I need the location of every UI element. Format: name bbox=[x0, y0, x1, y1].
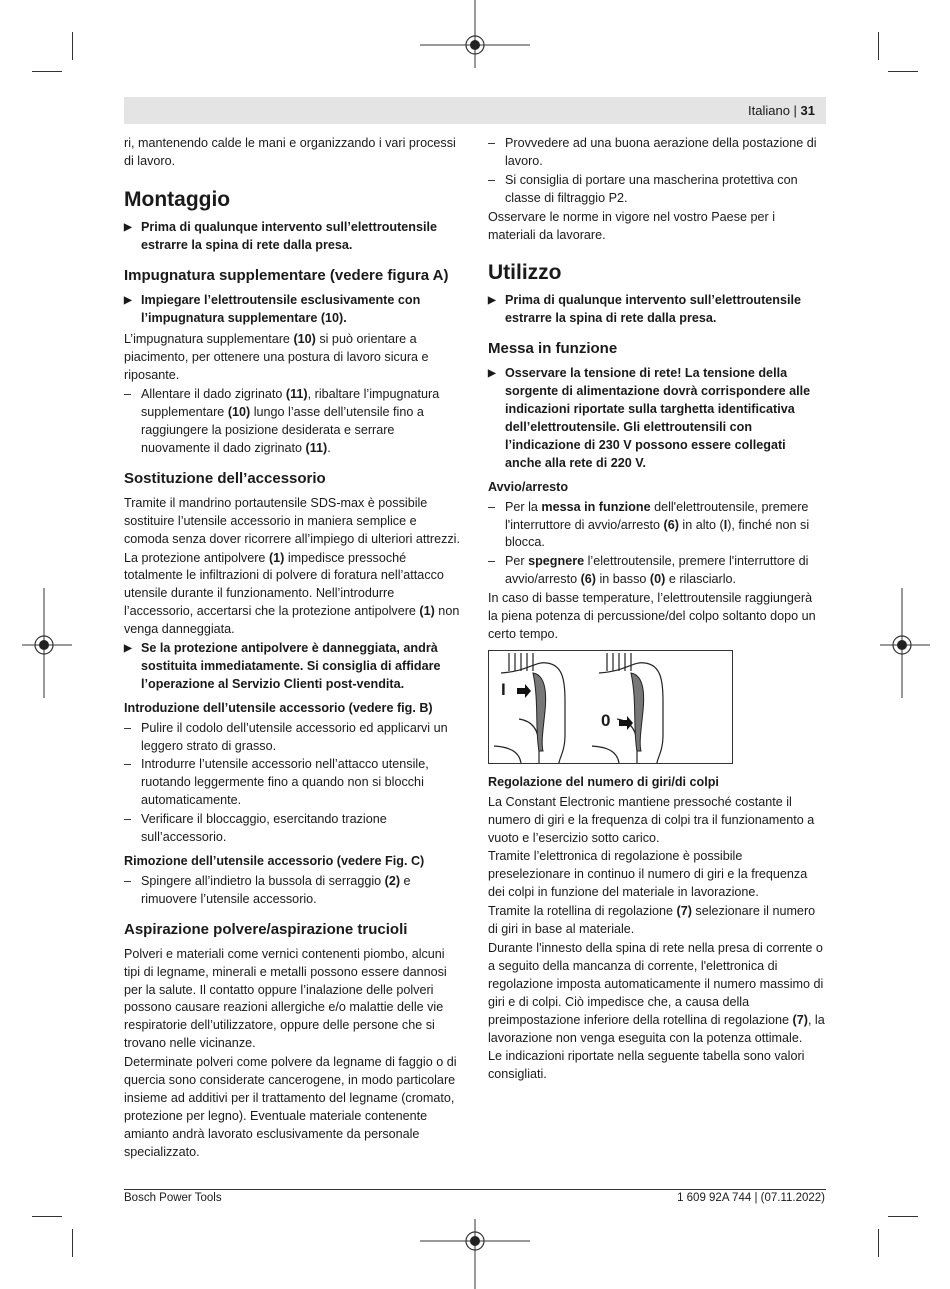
list-item-text: Spingere all’indietro la bussola di serraggio (2) e rimuovere l’utensile accessorio. bbox=[141, 873, 411, 906]
triangle-bullet-icon: ▶ bbox=[124, 643, 132, 655]
switch-diagram bbox=[489, 651, 732, 763]
warning-note bbox=[488, 292, 825, 328]
section-heading: Utilizzo bbox=[488, 261, 562, 285]
dash-bullet: – bbox=[488, 136, 496, 150]
list-item-text: Provvedere ad una buona aerazione della postazione di lavoro. bbox=[505, 136, 817, 168]
left-column bbox=[124, 135, 461, 1163]
triangle-bullet-icon: ▶ bbox=[124, 294, 132, 306]
label-on: I bbox=[501, 679, 506, 699]
page-header: Italiano | 31 bbox=[748, 103, 815, 118]
subsection-heading: Messa in funzione bbox=[488, 340, 618, 358]
label-off: 0 bbox=[601, 710, 611, 730]
dash-list-item bbox=[124, 386, 461, 458]
paragraph: Durante l'innesto della spina di rete nella presa di corrente o a seguito della mancanza di corrente, l'elettronica di regolazione imposta automaticamente il numero massimo di giri e di colpi. Ciò impedisce che, a causa della preimpostazione inferiore della rotellina di regolazione (7), la lavorazione non venga eseguita con la potenza ottimale. bbox=[488, 941, 825, 1045]
dash-bullet: – bbox=[488, 172, 496, 187]
crop-mark bbox=[888, 1216, 918, 1217]
header-language: Italiano bbox=[748, 103, 790, 118]
warning-note bbox=[488, 365, 825, 472]
paragraph: Le indicazioni riportate nella seguente tabella sono valori consigliati. bbox=[488, 1049, 805, 1082]
triangle-bullet-icon: ▶ bbox=[124, 221, 132, 233]
paragraph: In caso di basse temperature, l’elettroutensile raggiungerà la piena potenza di percussione/del colpo soltanto dopo un certo tempo. bbox=[488, 591, 816, 641]
subsection-heading: Impugnatura supplementare (vedere figura A) bbox=[124, 266, 449, 284]
dash-list-item bbox=[488, 499, 825, 553]
dash-bullet: – bbox=[124, 757, 132, 772]
dash-list-item bbox=[124, 811, 461, 847]
warning-note bbox=[124, 292, 461, 328]
footer-publisher: Bosch Power Tools bbox=[124, 1192, 222, 1204]
footer-doc-id: 1 609 92A 744 | (07.11.2022) bbox=[677, 1192, 825, 1204]
triangle-bullet-icon: ▶ bbox=[488, 368, 496, 380]
crop-mark bbox=[72, 1229, 73, 1257]
paragraph: ri, mantenendo calde le mani e organizzando i vari processi di lavoro. bbox=[124, 136, 456, 168]
paragraph: La Constant Electronic mantiene pressoché costante il numero di giri e la frequenza di colpi tra il funzionamento a vuoto e l’esercizio sotto carico. bbox=[488, 794, 815, 845]
subsection-heading: Aspirazione polvere/aspirazione trucioli bbox=[124, 920, 408, 938]
warning-text: Se la protezione antipolvere è danneggiata, andrà sostituita immediatamente. Si consiglia di affidare l’operazione al Servizio Clienti post-vendita. bbox=[141, 641, 441, 691]
dash-bullet: – bbox=[488, 554, 496, 569]
registration-mark-icon bbox=[880, 588, 930, 698]
minor-heading: Rimozione dell’utensile accessorio (vedere Fig. C) bbox=[124, 854, 425, 868]
warning-text: Prima di qualunque intervento sull’elettroutensile estrarre la spina di rete dalla presa. bbox=[505, 293, 802, 326]
dash-bullet: – bbox=[124, 873, 132, 888]
dash-list-item bbox=[488, 172, 825, 208]
dash-list-item bbox=[488, 135, 825, 171]
crop-mark bbox=[72, 32, 73, 60]
dash-bullet: – bbox=[124, 812, 132, 827]
list-item-text: Pulire il codolo dell’utensile accessorio ed applicarvi un leggero strato di grasso. bbox=[141, 720, 448, 753]
triangle-bullet-icon: ▶ bbox=[488, 295, 496, 307]
section-heading: Montaggio bbox=[124, 187, 231, 211]
paragraph: La protezione antipolvere (1) impedisce pressoché totalmente le infiltrazioni di polvere di foratura nell’attacco utensile durante il funzionamento. Nell’introdurre l’accessorio, accertarsi che la protezione antipolvere (1) non venga danneggiata. bbox=[124, 550, 460, 637]
paragraph: Tramite la rotellina di regolazione (7) selezionare il numero di giri in base al materiale. bbox=[488, 904, 816, 937]
paragraph: Polveri e materiali come vernici contenenti piombo, alcuni tipi di legname, minerali e metalli possono essere dannosi per la salute. Il contatto oppure l’inalazione delle polveri possono causare reazioni allergiche e/o malattie delle vie respiratorie dell’utilizzatore, oppure delle persone che si trovano nelle vicinanze. bbox=[124, 946, 447, 1051]
dash-bullet: – bbox=[124, 720, 132, 735]
registration-mark-icon bbox=[22, 588, 72, 698]
warning-note bbox=[124, 640, 461, 694]
dash-bullet: – bbox=[488, 499, 496, 514]
dash-list-item bbox=[124, 756, 461, 810]
crop-mark bbox=[32, 1216, 62, 1217]
list-item-text: Allentare il dado zigrinato (11), ribaltare l’impugnatura supplementare (10) lungo l’asse dell’utensile fino a raggiungere la posizione desiderata e serrare nuovamente il dado zigrinato (11). bbox=[141, 387, 440, 455]
crop-mark bbox=[888, 71, 918, 72]
warning-text: Impiegare l’elettroutensile esclusivamente con l’impugnatura supplementare (10). bbox=[141, 292, 421, 325]
crop-mark bbox=[878, 32, 879, 60]
subsection-heading: Sostituzione dell’accessorio bbox=[124, 469, 326, 487]
warning-note bbox=[124, 219, 461, 255]
header-bar bbox=[124, 97, 826, 124]
list-item-text: Per spegnere l’elettroutensile, premere l'interruttore di avvio/arresto (6) in basso (0) e rilasciarlo. bbox=[505, 554, 809, 587]
list-item-text: Si consiglia di portare una mascherina protettiva con classe di filtraggio P2. bbox=[505, 172, 798, 205]
right-column bbox=[488, 135, 825, 1085]
page-number: 31 bbox=[800, 103, 815, 118]
minor-heading: Avvio/arresto bbox=[488, 479, 569, 494]
minor-heading: Introduzione dell’utensile accessorio (vedere fig. B) bbox=[124, 700, 433, 715]
minor-heading: Regolazione del numero di giri/di colpi bbox=[488, 774, 719, 789]
dash-bullet: – bbox=[124, 387, 132, 402]
warning-text: Prima di qualunque intervento sull’elettroutensile estrarre la spina di rete dalla presa. bbox=[141, 219, 438, 252]
footer-divider bbox=[124, 1189, 826, 1190]
registration-mark-icon bbox=[420, 0, 530, 70]
warning-text: Osservare la tensione di rete! La tensione della sorgente di alimentazione dovrà corrispondere alle indicazioni riportate sulla targhetta identificativa dell’elettroutensile. Gli elettroutensili con l’indicazione di 230 V possono essere collegati anche alla rete di 220 V. bbox=[505, 366, 811, 470]
list-item-text: Per la messa in funzione dell'elettroutensile, premere l'interruttore di avvio/arresto (6) in alto (I), finché non si blocca. bbox=[505, 499, 810, 550]
dash-list-item bbox=[488, 553, 825, 589]
list-item-text: Introdurre l’utensile accessorio nell’attacco utensile, ruotando leggermente fino a quando non si blocchi automaticamente. bbox=[141, 757, 429, 808]
crop-mark bbox=[878, 1229, 879, 1257]
switch-illustration bbox=[488, 650, 733, 764]
paragraph: L’impugnatura supplementare (10) si può orientare a piacimento, per ottenere una postura di lavoro sicura e riposante. bbox=[124, 332, 429, 383]
dash-list-item bbox=[124, 873, 461, 909]
paragraph: Tramite l’elettronica di regolazione è possibile preselezionare in continuo il numero di giri e la frequenza dei colpi in funzione del materiale in lavorazione. bbox=[488, 849, 808, 900]
paragraph: Osservare le norme in vigore nel vostro Paese per i materiali da lavorare. bbox=[488, 209, 775, 242]
registration-mark-icon bbox=[420, 1219, 530, 1289]
dash-list-item bbox=[124, 720, 461, 756]
list-item-text: Verificare il bloccaggio, esercitando trazione sull’accessorio. bbox=[141, 812, 387, 845]
crop-mark bbox=[32, 71, 62, 72]
paragraph: Determinate polveri come polvere da legname di faggio o di quercia sono considerate cancerogene, in modo particolare insieme ad additivi per il trattamento del legname (cromato, protezione per legno). Eventuale materiale contenente amianto andrà lavorato esclusivamente da personale specializzato. bbox=[124, 1055, 457, 1159]
paragraph: Tramite il mandrino portautensile SDS-max è possibile sostituire l’utensile accessorio in maniera semplice e comoda senza dover ricorrere all’impiego di ulteriori attrezzi. bbox=[124, 495, 460, 546]
